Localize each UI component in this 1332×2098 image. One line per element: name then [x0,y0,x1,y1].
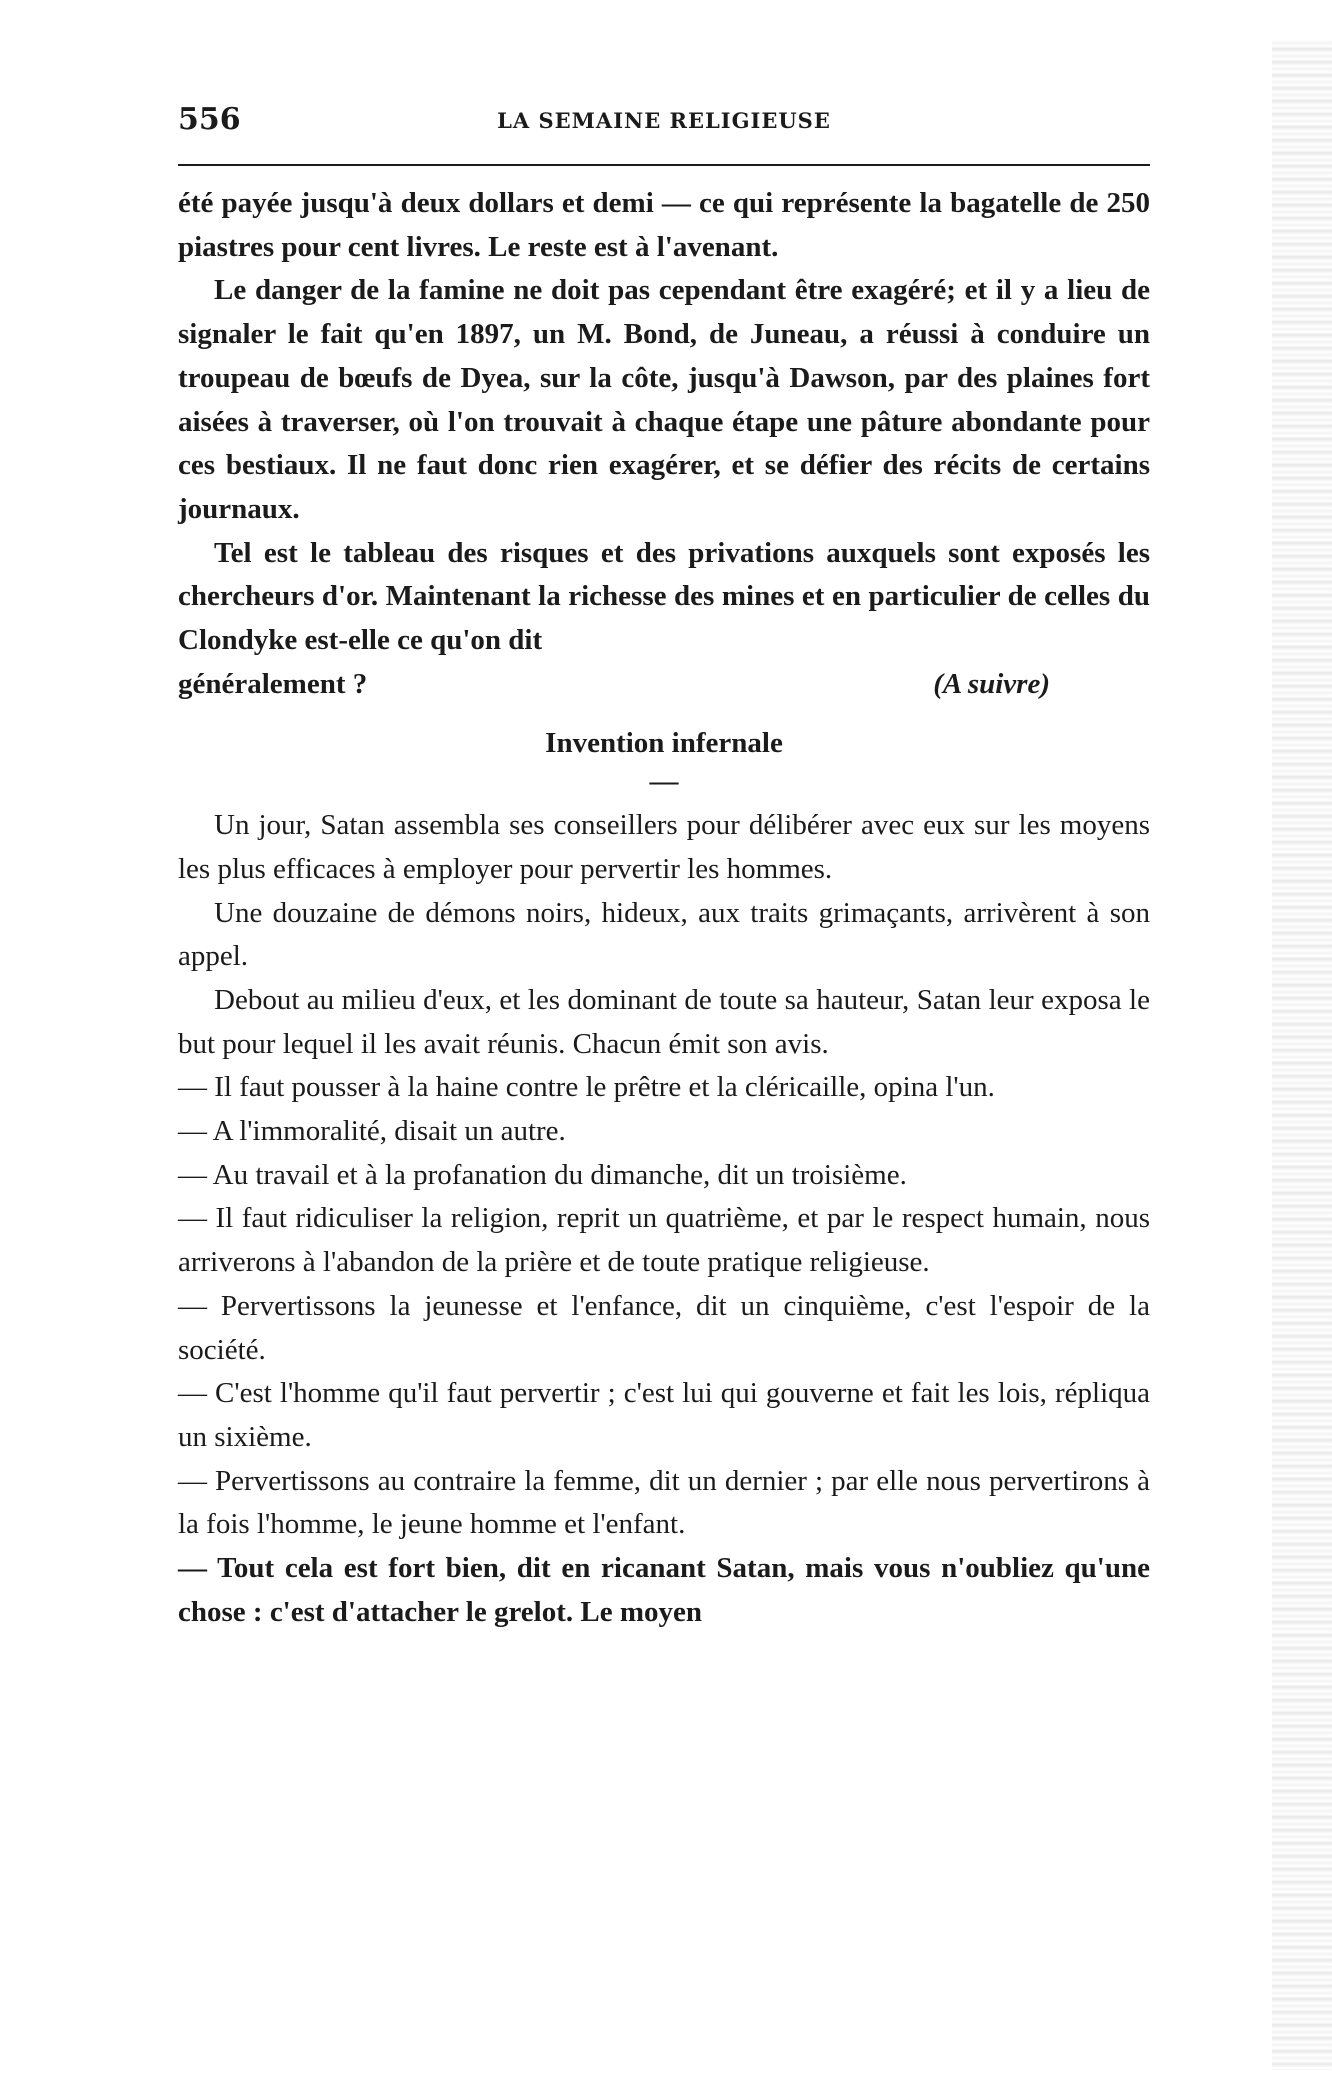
running-title: LA SEMAINE RELIGIEUSE [497,108,831,133]
dialogue-line: — A l'immoralité, disait un autre. [178,1115,566,1148]
paragraph-famine: Le danger de la famine ne doit pas cependant être exagéré; et il y a lieu de signaler le fait qu'en 1897, un M. Bond, de Juneau, a réussi à conduire un troupeau de bœufs de Dyea, sur la côte, jusqu'à Dawson, par des plaines fort aisées à traverser, où l'on trouvait à chaque étape une pâture abondante pour ces bestiaux. Il ne faut donc rien exagérer, et se défier des récits de certains journaux. [178,274,1150,525]
article-paragraph: Une douzaine de démons noirs, hideux, aux traits grimaçants, arrivèrent à son appel. [178,896,1150,973]
article-title: Invention infernale [545,727,783,760]
page-number: 556 [178,102,241,137]
article-paragraph: Debout au milieu d'eux, et les dominant de toute sa hauteur, Satan leur exposa le but pour lequel il les avait réunis. Chacun émit son avis. [178,983,1150,1060]
article-paragraph: Un jour, Satan assembla ses conseillers pour délibérer avec eux sur les moyens les plus efficaces à employer pour pervertir les hommes. [178,809,1150,885]
dialogue-line: — Pervertissons au contraire la femme, dit un dernier ; par elle nous pervertirons à la fois l'homme, le jeune homme et l'enfant. [178,1464,1150,1541]
dialogue-line: — Tout cela est fort bien, dit en ricanant Satan, mais vous n'oubliez qu'une chose : c'est d'attacher le grelot. Le moyen [178,1552,1150,1628]
last-line-text: généralement ? [178,667,368,700]
scan-edge-shadow [1272,40,1332,2070]
paragraph-last-line [178,663,1150,707]
dialogue-line: — C'est l'homme qu'il faut pervertir ; c'est lui qui gouverne et fait les lois, répliqua un sixième. [178,1377,1150,1453]
header-rule [178,164,1150,166]
dialogue-line: — Pervertissons la jeunesse et l'enfance, dit un cinquième, c'est l'espoir de la société. [178,1289,1150,1366]
dialogue-line: — Au travail et à la profanation du dimanche, dit un troisième. [178,1158,907,1191]
page-header [178,102,1150,142]
body-text [178,182,1150,1635]
paragraph-risques: Tel est le tableau des risques et des privations auxquels sont exposés les chercheurs d'or. Maintenant la richesse des mines et en particulier de celles du Clondyke est-elle ce qu'on dit [178,536,1150,657]
title-separator: — [649,765,679,798]
dialogue-line: — Il faut ridiculiser la religion, reprit un quatrième, et par le respect humain, nous arriverons à l'abandon de la prière et de toute pratique religieuse. [178,1202,1150,1279]
continued-paragraph: été payée jusqu'à deux dollars et demi — ce qui représente la bagatelle de 250 piastres pour cent livres. Le reste est à l'avenant. [178,187,1150,263]
to-be-continued: (A suivre) [933,667,1050,700]
dialogue-line: — Il faut pousser à la haine contre le prêtre et la cléricaille, opina l'un. [178,1071,995,1104]
